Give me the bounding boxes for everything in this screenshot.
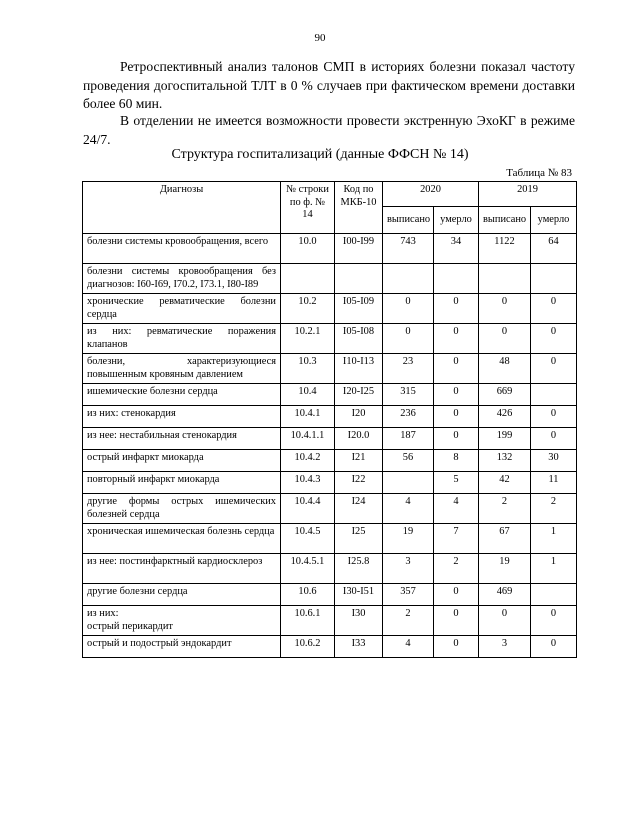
table-cell-row: 10.4 [281, 384, 335, 406]
table-cell-d2020: 19 [383, 524, 434, 554]
table-cell-row: 10.6.1 [281, 606, 335, 636]
table-cell-row: 10.4.2 [281, 450, 335, 472]
table-cell-icd [335, 264, 383, 294]
table-cell-m2020: 0 [434, 294, 479, 324]
table-cell-row: 10.0 [281, 234, 335, 264]
table-cell-row [281, 264, 335, 294]
table-cell-icd: I00-I99 [335, 234, 383, 264]
table-cell-m2020: 0 [434, 636, 479, 658]
table-cell-m2020: 0 [434, 606, 479, 636]
table-cell-row: 10.4.5 [281, 524, 335, 554]
hospitalization-table [82, 181, 577, 658]
header-diagnoses: Диагнозы [83, 182, 281, 234]
table-cell-name: хроническая ишемическая болезнь сердца [83, 524, 281, 554]
table-cell-icd: I25.8 [335, 554, 383, 584]
header-discharged-2019: выписано [479, 207, 531, 234]
table-cell-icd: I20 [335, 406, 383, 428]
table-cell-d2019: 469 [479, 584, 531, 606]
table-cell-m2020: 0 [434, 584, 479, 606]
table-row [83, 450, 577, 472]
table-cell-d2020: 56 [383, 450, 434, 472]
table-cell-d2020: 3 [383, 554, 434, 584]
table-cell-d2019: 426 [479, 406, 531, 428]
table-row [83, 264, 577, 294]
table-cell-row: 10.3 [281, 354, 335, 384]
table-cell-d2019: 3 [479, 636, 531, 658]
table-cell-d2019: 0 [479, 294, 531, 324]
table-cell-row: 10.4.3 [281, 472, 335, 494]
header-died-2020: умерло [434, 207, 479, 234]
table-cell-icd: I05-I08 [335, 324, 383, 354]
table-cell-icd: I33 [335, 636, 383, 658]
table-cell-d2020: 236 [383, 406, 434, 428]
header-year-2020: 2020 [383, 182, 479, 207]
table-cell-d2019: 0 [479, 324, 531, 354]
table-cell-m2019: 1 [531, 554, 577, 584]
header-discharged-2020: выписано [383, 207, 434, 234]
table-cell-m2020: 4 [434, 494, 479, 524]
table-cell-d2019: 199 [479, 428, 531, 450]
table-cell-row: 10.6.2 [281, 636, 335, 658]
table-title: Структура госпитализаций (данные ФФСН № 14) [171, 147, 469, 162]
table-cell-m2020: 8 [434, 450, 479, 472]
table-cell-d2019: 1122 [479, 234, 531, 264]
table-cell-d2020: 187 [383, 428, 434, 450]
table-cell-m2020: 0 [434, 428, 479, 450]
table-row [83, 636, 577, 658]
table-row [83, 584, 577, 606]
table-cell-m2019: 0 [531, 354, 577, 384]
table-cell-m2019: 30 [531, 450, 577, 472]
table-cell-m2019: 64 [531, 234, 577, 264]
table-number: Таблица № 83 [506, 167, 572, 179]
table-row [83, 428, 577, 450]
table-cell-d2020: 0 [383, 324, 434, 354]
table-cell-icd: I22 [335, 472, 383, 494]
table-cell-m2019 [531, 384, 577, 406]
table-cell-icd: I20-I25 [335, 384, 383, 406]
header-year-2019: 2019 [479, 182, 577, 207]
table-cell-d2019: 0 [479, 606, 531, 636]
table-cell-m2019: 0 [531, 406, 577, 428]
table-cell-d2020: 4 [383, 494, 434, 524]
table-cell-name: из них: ревматические поражения клапанов [83, 324, 281, 354]
table-cell-m2020: 7 [434, 524, 479, 554]
table-cell-m2019 [531, 584, 577, 606]
table-cell-d2019: 19 [479, 554, 531, 584]
table-row [83, 472, 577, 494]
table-cell-m2020: 5 [434, 472, 479, 494]
table-row [83, 494, 577, 524]
table-cell-m2019: 0 [531, 636, 577, 658]
table-cell-row: 10.4.1 [281, 406, 335, 428]
table-row [83, 384, 577, 406]
table-cell-d2019 [479, 264, 531, 294]
table-cell-d2019: 48 [479, 354, 531, 384]
table-body [83, 234, 577, 658]
table-cell-name: из нее: постинфарктный кардиосклероз [83, 554, 281, 584]
table-cell-m2019: 0 [531, 324, 577, 354]
table-cell-name: острый инфаркт миокарда [83, 450, 281, 472]
paragraph-echo: В отделении не имеется возможности провести экстренную ЭхоКГ в режиме 24/7. [83, 113, 575, 147]
table-cell-name: другие болезни сердца [83, 584, 281, 606]
table-cell-name: острый и подострый эндокардит [83, 636, 281, 658]
header-row-number: № строки по ф. № 14 [281, 182, 335, 234]
table-cell-m2020: 34 [434, 234, 479, 264]
table-cell-name: из них: стенокардия [83, 406, 281, 428]
table-cell-m2019: 0 [531, 428, 577, 450]
table-cell-name: болезни системы кровообращения, всего [83, 234, 281, 264]
page-number: 90 [314, 32, 326, 44]
table-cell-row: 10.4.4 [281, 494, 335, 524]
table-cell-icd: I30-I51 [335, 584, 383, 606]
table-cell-d2019: 67 [479, 524, 531, 554]
table-cell-d2020 [383, 264, 434, 294]
table-cell-icd: I10-I13 [335, 354, 383, 384]
table-cell-icd: I21 [335, 450, 383, 472]
table-cell-m2020: 2 [434, 554, 479, 584]
table-cell-d2020 [383, 472, 434, 494]
table-cell-icd: I20.0 [335, 428, 383, 450]
table-cell-icd: I24 [335, 494, 383, 524]
table-cell-d2019: 42 [479, 472, 531, 494]
table-row [83, 524, 577, 554]
table-cell-m2019: 11 [531, 472, 577, 494]
table-cell-m2019: 0 [531, 606, 577, 636]
table-row [83, 554, 577, 584]
table-row [83, 606, 577, 636]
table-cell-row: 10.4.1.1 [281, 428, 335, 450]
table-cell-name: ишемические болезни сердца [83, 384, 281, 406]
table-cell-m2020: 0 [434, 384, 479, 406]
table-cell-d2019: 669 [479, 384, 531, 406]
header-icd-code: Код по МКБ-10 [335, 182, 383, 234]
table-cell-d2020: 23 [383, 354, 434, 384]
table-cell-m2019: 2 [531, 494, 577, 524]
table-cell-d2020: 315 [383, 384, 434, 406]
table-cell-d2020: 2 [383, 606, 434, 636]
table-row [83, 324, 577, 354]
table-cell-d2020: 357 [383, 584, 434, 606]
table-cell-name: из них: острый перикардит [83, 606, 281, 636]
table-cell-d2019: 132 [479, 450, 531, 472]
table-cell-name: хронические ревматические болезни сердца [83, 294, 281, 324]
table-cell-d2020: 4 [383, 636, 434, 658]
table-cell-d2019: 2 [479, 494, 531, 524]
table-cell-m2019 [531, 264, 577, 294]
table-cell-icd: I30 [335, 606, 383, 636]
table-cell-icd: I25 [335, 524, 383, 554]
table-cell-m2020 [434, 264, 479, 294]
table-cell-name: болезни, характеризующиеся повышенным кровяным давлением [83, 354, 281, 384]
table-cell-icd: I05-I09 [335, 294, 383, 324]
table-row [83, 234, 577, 264]
table-cell-name: из нее: нестабильная стенокардия [83, 428, 281, 450]
table-cell-d2020: 743 [383, 234, 434, 264]
header-died-2019: умерло [531, 207, 577, 234]
table-cell-name: болезни системы кровообращения без диагнозов: I60-I69, I70.2, I73.1, I80-I89 [83, 264, 281, 294]
table-row [83, 294, 577, 324]
table-cell-row: 10.2 [281, 294, 335, 324]
table-cell-name: другие формы острых ишемических болезней сердца [83, 494, 281, 524]
table-cell-m2020: 0 [434, 406, 479, 428]
table-cell-row: 10.2.1 [281, 324, 335, 354]
table-cell-m2020: 0 [434, 324, 479, 354]
paragraph-analysis: Ретроспективный анализ талонов СМП в историях болезни показал частоту проведения догоспитальной ТЛТ в 0 % случаев при фактическом времени доставки более 60 мин. [83, 59, 575, 111]
table-cell-row: 10.6 [281, 584, 335, 606]
table-row [83, 354, 577, 384]
table-row [83, 406, 577, 428]
table-cell-m2019: 0 [531, 294, 577, 324]
table-cell-m2019: 1 [531, 524, 577, 554]
table-cell-name: повторный инфаркт миокарда [83, 472, 281, 494]
table-cell-row: 10.4.5.1 [281, 554, 335, 584]
table-cell-m2020: 0 [434, 354, 479, 384]
table-cell-d2020: 0 [383, 294, 434, 324]
